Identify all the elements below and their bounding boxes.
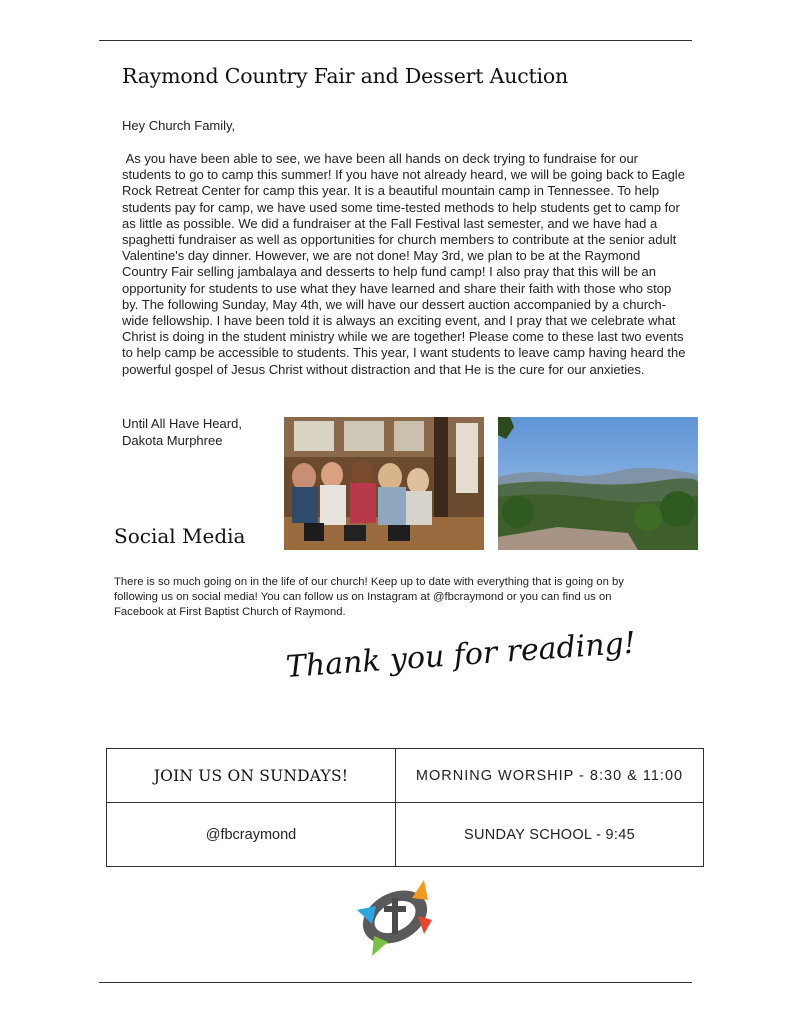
signoff-line: Until All Have Heard, [122,416,242,431]
instagram-handle-cell [107,803,396,866]
top-divider [99,40,692,41]
sunday-school-cell [396,803,703,866]
social-media-heading: Social Media [114,524,246,548]
join-us-cell [107,749,396,803]
bottom-divider [99,982,692,983]
article-body: As you have been able to see, we have been all hands on deck trying to fundraise for our students to go to camp this summer! If you have not already heard, we will be going back to Eagle Rock Retreat Center for camp this year. It is a beautiful mountain camp in Tennessee. To help students pay for camp, we have used some time-tested methods to help students get to camp for as little as possible. We did a fundraiser at the Fall Festival last semester, and we have had a spaghetti fundraiser as well as opportunities for church members to contribute at the senior adult Valentine's day dinner. However, we are not done! May 3rd, we plan to be at the Raymond Country Fair selling jambalaya and desserts to help fund camp! I also pray that this will be an opportunity for students to use what they have learned and share their faith with those who stop by. The following Sunday, May 4th, we will have our dessert auction accompanied by a church-wide fellowship. I have been told it is always an exciting event, and I pray that we celebrate what Christ is doing in the student ministry while we are together! Please come to these last two events to help camp be accessible to students. This year, I want students to leave camp having heard the powerful gospel of Jesus Christ without distraction and that He is the cure for our anxieties. [122,151,690,377]
signoff [122,415,242,449]
author-name: Dakota Murphree [122,433,223,448]
thank-you-script: Thank you for reading! [284,625,637,685]
instagram-handle: @fbcraymond [205,826,297,843]
article-title: Raymond Country Fair and Dessert Auction [122,64,569,88]
social-media-text: There is so much going on in the life of our church! Keep up to date with everything that is going on by following us on social media! You can follow us on Instagram at @fbcraymond or you can find us on Facebook at First Baptist Church of Raymond. [114,576,624,618]
sunday-school-label: SUNDAY SCHOOL - 9:45 [464,826,635,843]
mountain-view-photo [498,417,698,550]
join-us-label: JOIN US ON SUNDAYS! [153,766,349,785]
worship-time-cell [396,749,703,803]
church-logo [352,876,438,958]
sunday-schedule-table [106,748,704,867]
worship-time-label: MORNING WORSHIP - 8:30 & 11:00 [415,767,684,784]
greeting: Hey Church Family, [122,118,236,133]
students-seated-photo [284,417,484,550]
